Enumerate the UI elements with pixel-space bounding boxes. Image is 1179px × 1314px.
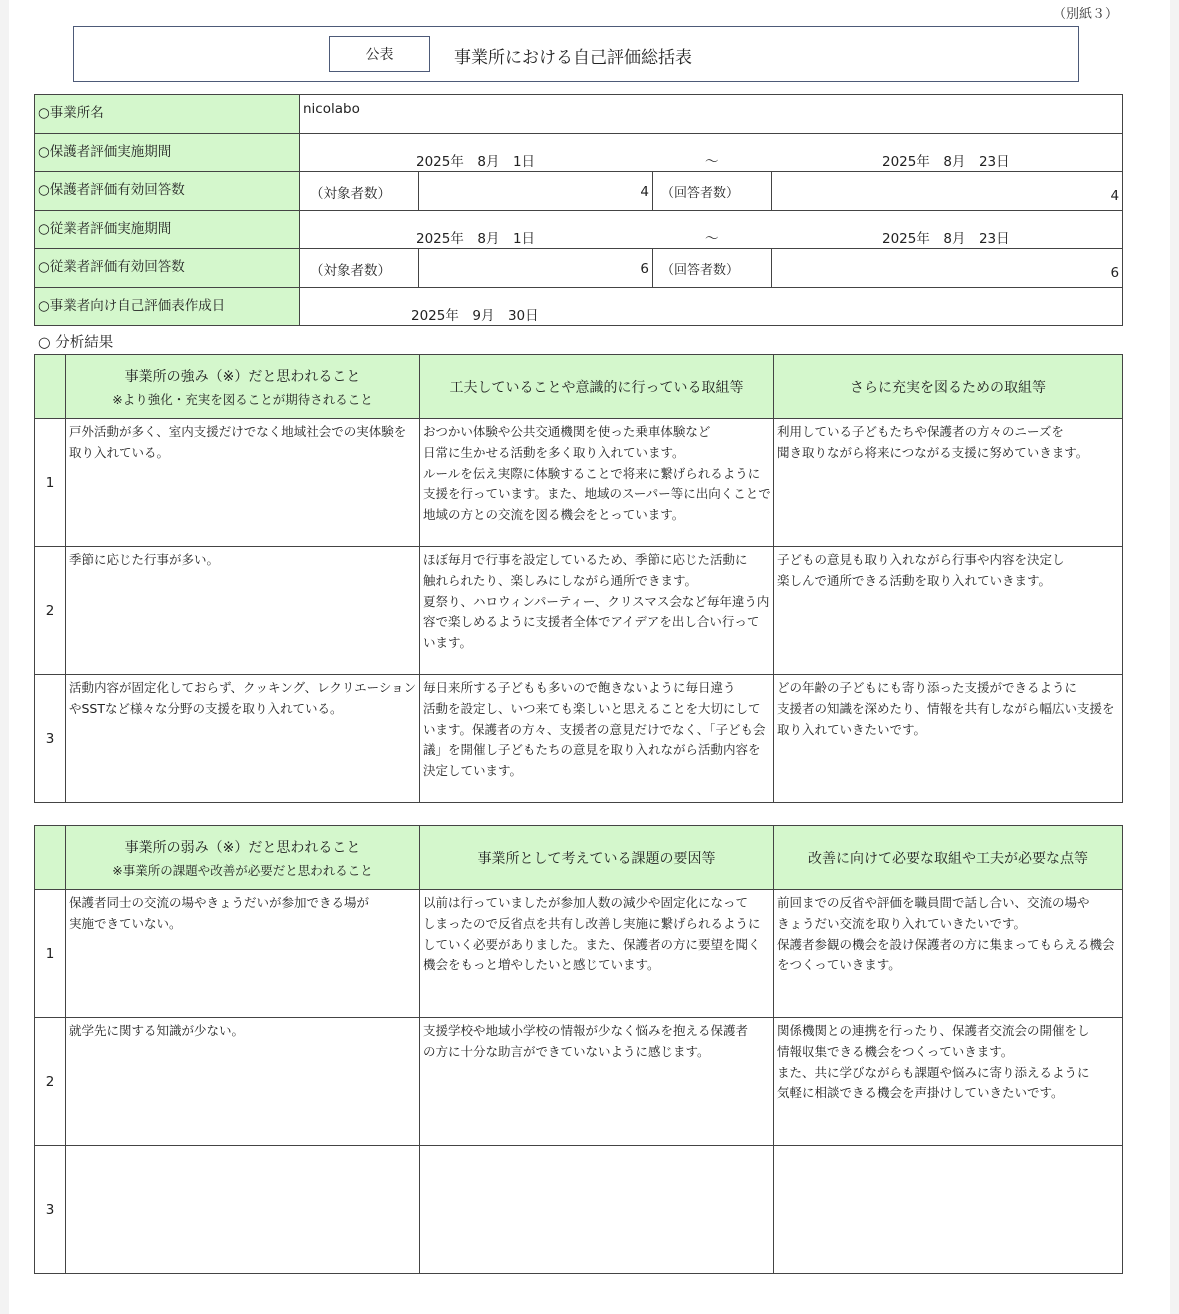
info-table <box>34 94 1123 326</box>
strength-cell: 戸外活動が多く、室内支援だけでなく地域社会での実体験を取り入れている。 <box>66 419 420 547</box>
strength-cell: 活動内容が固定化しておらず、クッキング、レクリエーションやSSTなど様々な分野の支援を取り入れている。 <box>66 675 420 803</box>
improvements-header: 改善に向けて必要な取組や工夫が必要な点等 <box>774 826 1123 890</box>
causes-cell: 支援学校や地域小学校の情報が少なく悩みを抱える保護者 の方に十分な助言ができていないように感じます。 <box>420 1018 774 1146</box>
row-index: 2 <box>35 547 66 675</box>
staff-target-label: （対象者数） <box>300 249 419 288</box>
causes-cell <box>420 1146 774 1274</box>
guardian-target-value: 4 <box>419 172 653 211</box>
guardian-responses-label: ○保護者評価有効回答数 <box>35 172 300 211</box>
guardian-target-label: （対象者数） <box>300 172 419 211</box>
info-row-guardian-responses <box>35 172 1123 211</box>
public-label: 公表 <box>329 36 430 72</box>
efforts-header: 工夫していることや意識的に行っている取組等 <box>420 355 774 419</box>
created-date-label: ○事業者向け自己評価表作成日 <box>35 287 300 326</box>
guardian-period-start: 2025年 8月 1日 <box>416 153 536 170</box>
strengths-header-main: 事業所の強み（※）だと思われること <box>124 368 361 385</box>
guardian-period-label: ○保護者評価実施期間 <box>35 133 300 172</box>
staff-target-value: 6 <box>419 249 653 288</box>
table-row <box>35 890 1123 1018</box>
row-index: 1 <box>35 419 66 547</box>
weaknesses-header-row <box>35 826 1123 890</box>
office-name-value: nicolabo <box>300 95 1123 134</box>
created-date-value <box>300 287 1123 326</box>
index-header <box>35 355 66 419</box>
info-row-staff-responses <box>35 249 1123 288</box>
weaknesses-table <box>34 825 1123 1274</box>
analysis-title: ○ 分析結果 <box>38 335 114 351</box>
info-row-staff-period <box>35 210 1123 249</box>
guardian-period-end: 2025年 8月 23日 <box>882 153 1010 170</box>
improvements-cell: 関係機関との連携を行ったり、保護者交流会の開催をし 情報収集できる機会をつくっていきます。 また、共に学びながらも課題や悩みに寄り添えるように 気軽に相談できる機会を声掛けしていきたいです。 <box>774 1018 1123 1146</box>
strengths-header-sub: ※より強化・充実を図ることが期待されること <box>112 391 373 407</box>
strengths-header-row <box>35 355 1123 419</box>
row-index: 3 <box>35 675 66 803</box>
guardian-period-tilde: ～ <box>705 153 719 170</box>
info-row-guardian-period <box>35 133 1123 172</box>
guardian-respondent-label: （回答者数） <box>653 172 772 211</box>
guardian-period-value <box>300 133 1123 172</box>
efforts-cell: ほぼ毎月で行事を設定しているため、季節に応じた活動に 触れられたり、楽しみにしながら通所できます。 夏祭り、ハロウィンパーティー、クリスマス会など毎年違う内容で楽しめるように支援者全体でアイデアを出し合い行っています。 <box>420 547 774 675</box>
causes-header: 事業所として考えている課題の要因等 <box>420 826 774 890</box>
table-row <box>35 1146 1123 1274</box>
table-row <box>35 547 1123 675</box>
strengths-header <box>66 355 420 419</box>
row-index: 3 <box>35 1146 66 1274</box>
weaknesses-header <box>66 826 420 890</box>
weaknesses-header-sub: ※事業所の課題や改善が必要だと思われること <box>112 862 373 878</box>
strengths-table <box>34 354 1123 803</box>
staff-period-tilde: ～ <box>705 230 719 247</box>
table-row <box>35 675 1123 803</box>
title-box <box>73 26 1079 82</box>
weakness-cell: 就学先に関する知識が少ない。 <box>66 1018 420 1146</box>
guardian-respondent-value: 4 <box>772 172 1123 211</box>
table-row <box>35 1018 1123 1146</box>
staff-responses-label: ○従業者評価有効回答数 <box>35 249 300 288</box>
improvements-cell <box>774 1146 1123 1274</box>
info-row-office-name <box>35 95 1123 134</box>
efforts-cell: おつかい体験や公共交通機関を使った乗車体験など 日常に生かせる活動を多く取り入れています。 ルールを伝え実際に体験することで将来に繋げられるように 支援を行っています。また、地域のスーパー等に出向くことで 地域の方との交流を図る機会をとっています。 <box>420 419 774 547</box>
efforts-cell: 毎日来所する子どもも多いので飽きないように毎日違う 活動を設定し、いつ来ても楽しいと思えることを大切にしています。保護者の方々、支援者の意見だけでなく、「子ども会議」を開催し子どもたちの意見を取り入れながら活動内容を決定しています。 <box>420 675 774 803</box>
staff-period-start: 2025年 8月 1日 <box>416 230 536 247</box>
strength-cell: 季節に応じた行事が多い。 <box>66 547 420 675</box>
staff-period-label: ○従業者評価実施期間 <box>35 210 300 249</box>
staff-period-end: 2025年 8月 23日 <box>882 230 1010 247</box>
staff-respondent-label: （回答者数） <box>653 249 772 288</box>
created-date-text: 2025年 9月 30日 <box>411 307 539 324</box>
further-header: さらに充実を図るための取組等 <box>774 355 1123 419</box>
further-cell: 子どもの意見も取り入れながら行事や内容を決定し 楽しんで通所できる活動を取り入れていきます。 <box>774 547 1123 675</box>
staff-period-value <box>300 210 1123 249</box>
index-header <box>35 826 66 890</box>
further-cell: 利用している子どもたちや保護者の方々のニーズを 聞き取りながら将来につながる支援に努めていきます。 <box>774 419 1123 547</box>
annex-label: （別紙３） <box>1052 7 1118 22</box>
staff-respondent-value: 6 <box>772 249 1123 288</box>
weakness-cell <box>66 1146 420 1274</box>
info-row-created-date <box>35 287 1123 326</box>
document-title: 事業所における自己評価総括表 <box>454 48 692 68</box>
weakness-cell: 保護者同士の交流の場やきょうだいが参加できる場が 実施できていない。 <box>66 890 420 1018</box>
improvements-cell: 前回までの反省や評価を職員間で話し合い、交流の場や きょうだい交流を取り入れていきたいです。 保護者参観の機会を設け保護者の方に集まってもらえる機会をつくっていきます。 <box>774 890 1123 1018</box>
further-cell: どの年齢の子どもにも寄り添った支援ができるように 支援者の知識を深めたり、情報を共有しながら幅広い支援を取り入れていきたいです。 <box>774 675 1123 803</box>
weaknesses-header-main: 事業所の弱み（※）だと思われること <box>124 839 361 856</box>
causes-cell: 以前は行っていましたが参加人数の減少や固定化になって しまったので反省点を共有し改善し実施に繋げられるようにしていく必要がありました。また、保護者の方に要望を聞く機会をもっと増やしたいと感じています。 <box>420 890 774 1018</box>
row-index: 1 <box>35 890 66 1018</box>
table-row <box>35 419 1123 547</box>
office-name-label: ○事業所名 <box>35 95 300 134</box>
row-index: 2 <box>35 1018 66 1146</box>
